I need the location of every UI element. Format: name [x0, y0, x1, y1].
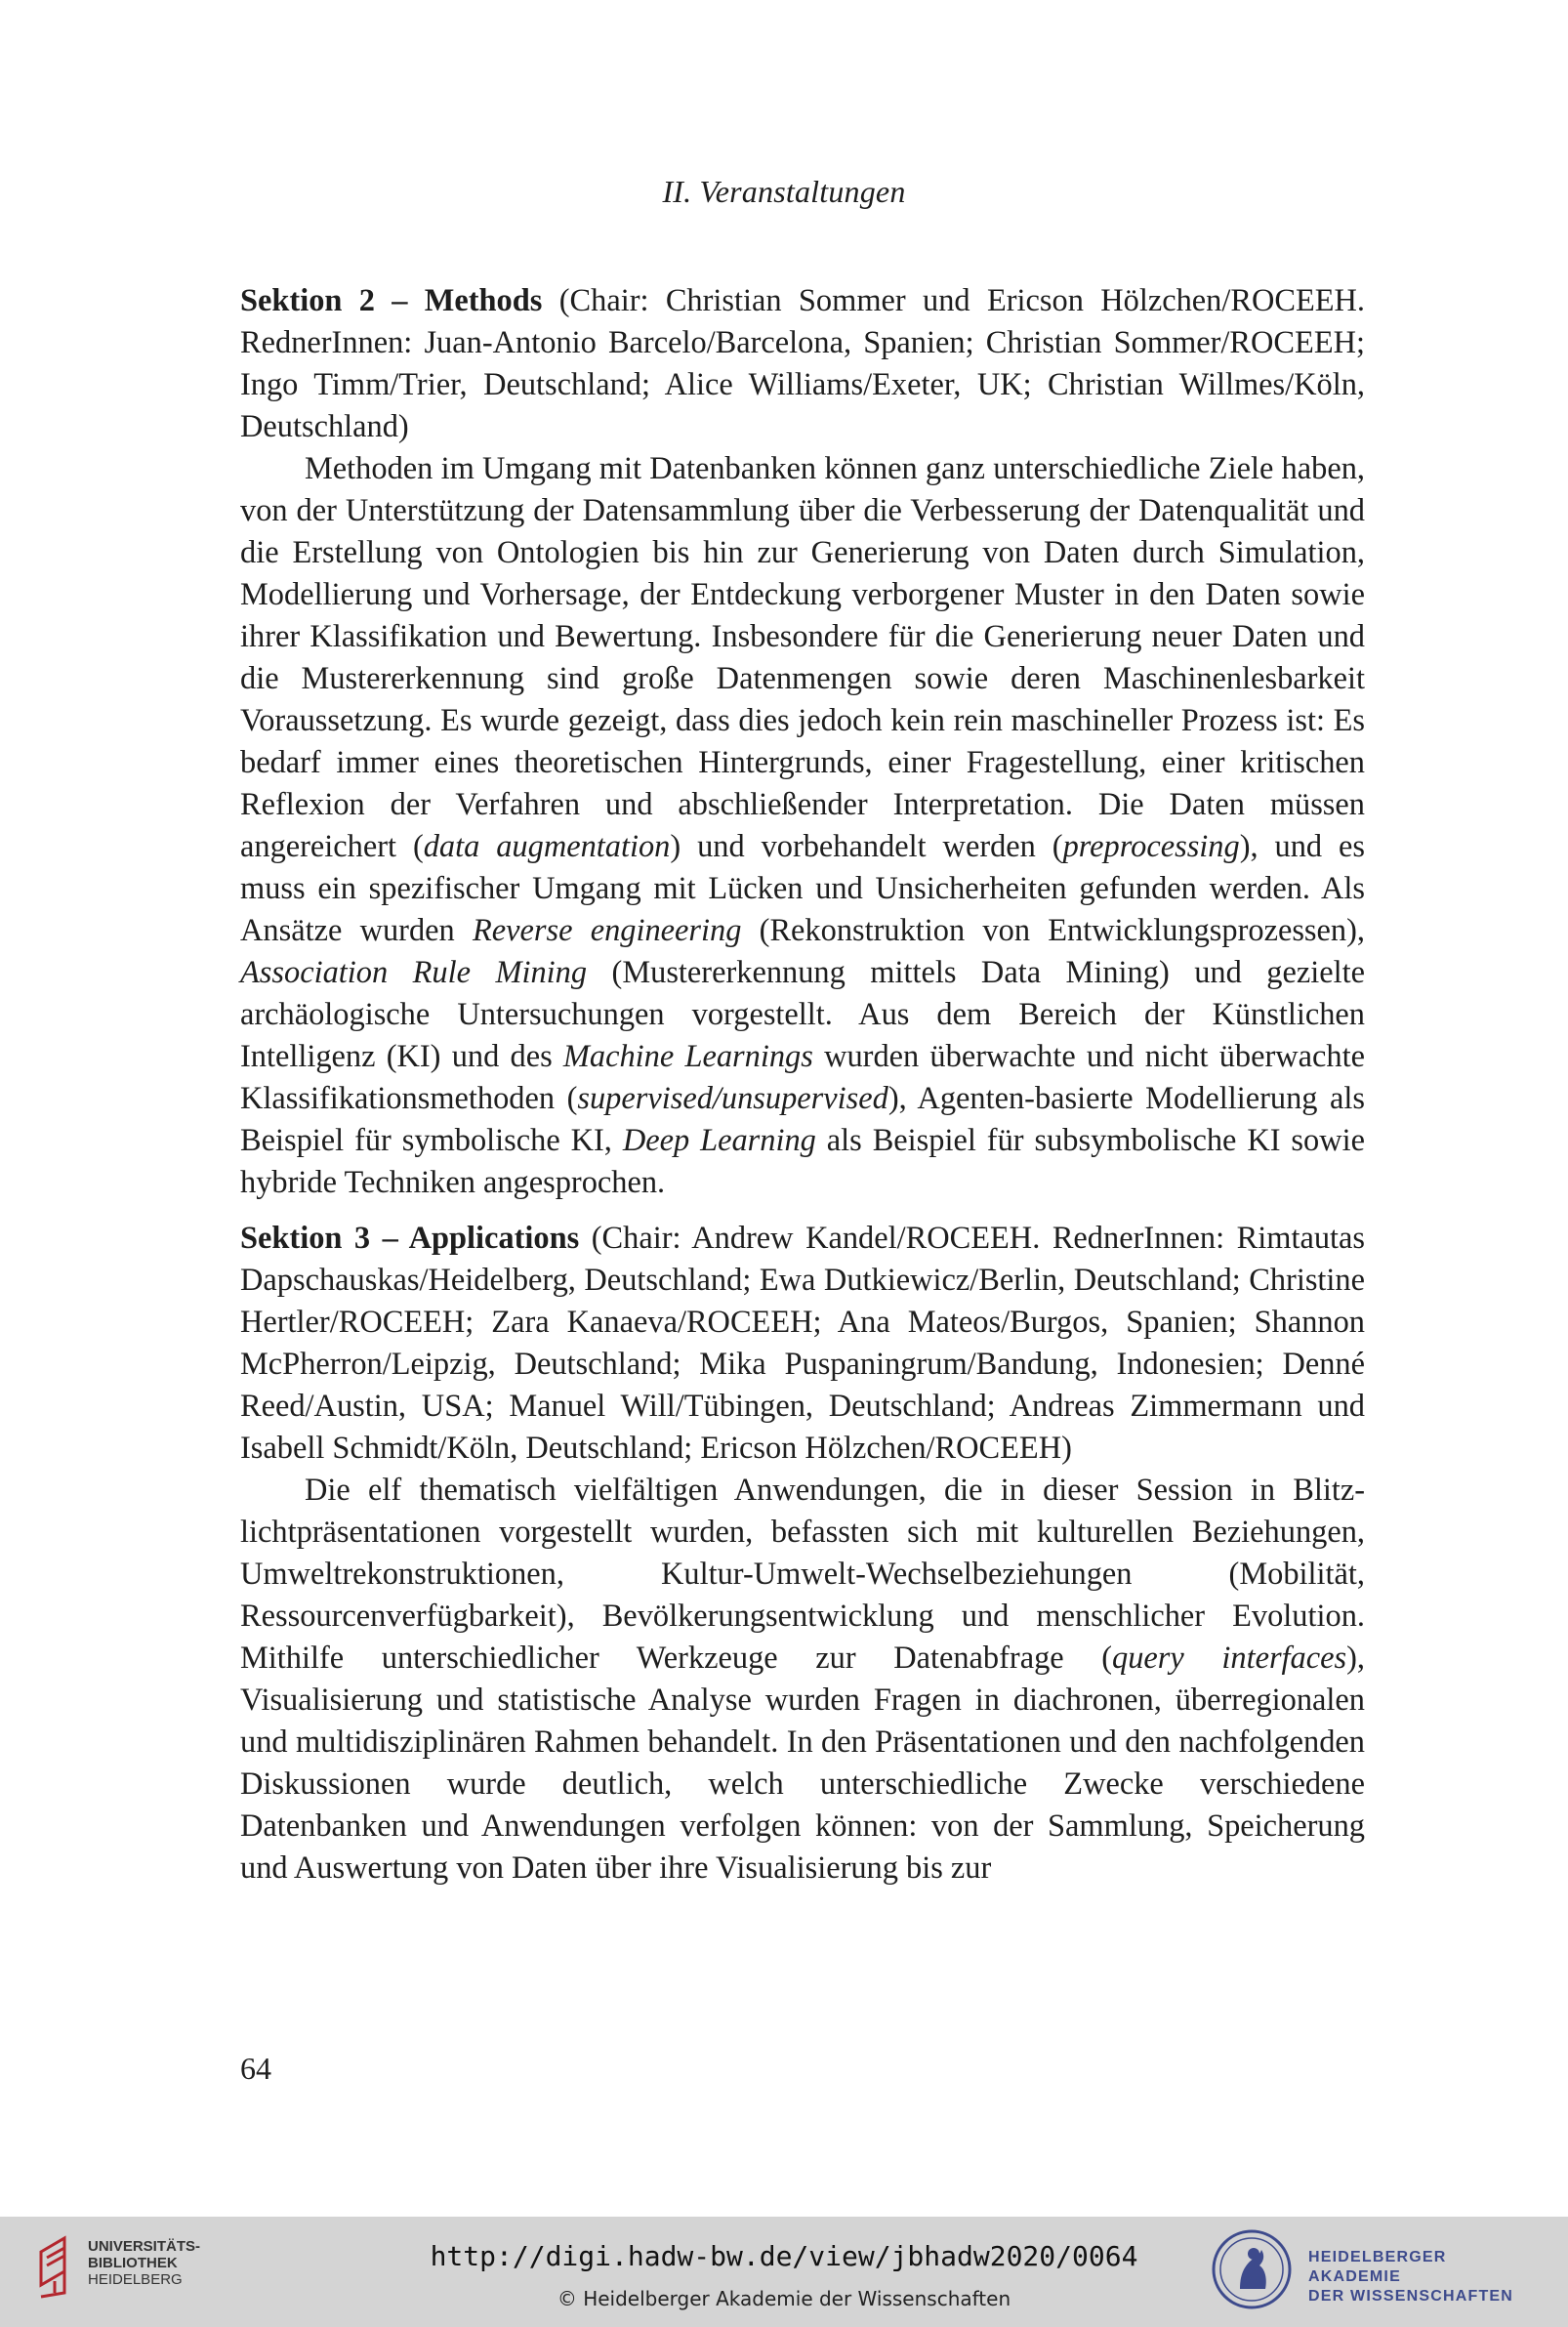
ub-line: BIBLIOTHEK: [88, 2255, 178, 2271]
italic-term: Reverse engineering: [472, 913, 742, 948]
hadw-wordmark: [1308, 2248, 1543, 2306]
text-run: (Mustererkennung mittels Data Mining) und gezielte archäologische Untersuchungen vorgestellt. Aus dem Bereich der Künstlichen Intelligenz (KI) und des: [240, 955, 1365, 1074]
ub-line: HEIDELBERG: [88, 2271, 183, 2288]
text-run: ), Visualisierung und statistische Analyse wurden Fragen in diachronen, überregionalen und multidisziplinären Rahmen behandelt. In den Präsentationen und den nachfolgenden Diskussionen wurde deutlich, welch unterschiedliche Zwecke verschiedene Datenbanken und Anwendungen verfolgen können: von der Sammlung, Speicherung und Auswertung von Daten über ihre Visualisierung bis zur: [240, 1641, 1365, 1886]
section-3-heading-paragraph: [240, 1218, 1365, 1470]
text-run: ), Agenten-basierte Modellierung als Beispiel für symbolische KI,: [240, 1081, 1365, 1158]
text-run: ), und es muss ein spezifischer Umgang mit Lücken und Unsicherheiten gefunden werden. Als Ansätze wurden: [240, 829, 1365, 948]
section-3-title: Sektion 3 – Applications: [240, 1221, 580, 1256]
hadw-line: HEIDELBERGER AKADEMIE: [1308, 2249, 1447, 2285]
text-run: ) und vorbehandelt werden (: [670, 829, 1063, 864]
italic-term: supervised/unsupervised: [577, 1081, 888, 1116]
page-number: 64: [240, 2051, 271, 2086]
hadw-logo[interactable]: [1211, 2223, 1543, 2316]
body-text: [240, 280, 1365, 1890]
section-2-title: Sektion 2 – Methods: [240, 283, 543, 318]
italic-term: query interfaces: [1112, 1641, 1347, 1676]
hadw-seal-icon: [1211, 2228, 1293, 2310]
italic-term: Machine Learnings: [562, 1039, 813, 1074]
italic-term: preprocessing: [1062, 829, 1240, 864]
section-2-meta: (Chair: Christian Sommer und Ericson Hölzchen/ROCEEH. RednerInnen: Juan-Antonio Barcelo/Barcelona, Spanien; Christian Sommer/ROCEEH; Ingo Timm/Trier, Deutschland; Alice Williams/Exeter, UK; Christian Willmes/Köln, Deutschland): [240, 283, 1365, 444]
running-title: II. Veranstaltungen: [662, 174, 906, 209]
text-run: (Rekonstruktion von Entwicklungsprozessen),: [741, 913, 1365, 948]
italic-term: data augmentation: [423, 829, 671, 864]
section-2-heading-paragraph: [240, 280, 1365, 448]
hadw-line: DER WISSENSCHAFTEN: [1308, 2288, 1514, 2305]
copyright-notice: © Heidelberger Akademie der Wissenschaften: [557, 2287, 1011, 2310]
text-run: Methoden im Umgang mit Datenbanken können ganz unterschiedliche Ziele haben, von der Unterstützung der Datensammlung über die Verbesserung der Datenqualität und die Erstellung von Ontologien bis hin zur Generierung von Daten durch Simulation, Modellierung und Vorhersage, der Entdeckung verborgener Muster in den Daten sowie ihrer Klassifikation und Bewertung. Insbesondere für die Generierung neuer Daten und die Mustererkennung sind große Datenmengen sowie deren Maschinenlesbarkeit Voraussetzung. Es wurde gezeigt, dass dies jedoch kein rein maschineller Prozess ist: Es bedarf immer eines theoretischen Hintergrunds, einer Fragestellung, einer kritischen Reflexion der Verfahren und abschließender Interpretation. Die Daten müssen angereichert (: [240, 451, 1365, 864]
section-2-paragraph: [240, 448, 1365, 1204]
section-3-meta: (Chair: Andrew Kandel/ROCEEH. RednerInnen: Rimtautas Dapschauskas/Heidelberg, Deutschland; Ewa Dutkiewicz/Berlin, Deutschland; Christine Hertler/ROCEEH; Zara Kanaeva/ROCEEH; Ana Mateos/Burgos, Spanien; Shannon McPherron/Leipzig, Deutschland; Mika Puspaningrum/Bandung, Indonesien; Denné Reed/Austin, USA; Manuel Will/Tübingen, Deutschland; Andreas Zimmermann und Isabell Schmidt/Köln, Deutschland; Ericson Hölzchen/ROCEEH): [240, 1221, 1365, 1466]
italic-term: Deep Learning: [622, 1123, 816, 1158]
text-run: wurden überwachte und nicht überwachte Klassifikationsmethoden (: [240, 1039, 1365, 1116]
ub-line: UNIVERSITÄTS-: [88, 2238, 201, 2255]
text-run: als Beispiel für subsymbolische KI sowie hybride Techniken angesprochen.: [240, 1123, 1365, 1200]
italic-term: Association Rule Mining: [240, 955, 588, 990]
text-run: Die elf thematisch vielfältigen Anwendungen, die in dieser Session in Blitzlichtpräsentationen vorgestellt wurden, befassten sich mit kulturellen Beziehungen, Umweltrekonstruktionen, Kultur-Umwelt-Wechselbeziehungen (Mobilität, Ressourcenverfügbarkeit), Bevölkerungsentwicklung und menschlicher Evolution. Mithilfe unterschiedlicher Werkzeuge zur Datenabfrage (: [240, 1473, 1365, 1676]
permalink-url[interactable]: http://digi.hadw-bw.de/view/jbhadw2020/0064: [430, 2240, 1138, 2272]
section-3-paragraph: [240, 1470, 1365, 1890]
